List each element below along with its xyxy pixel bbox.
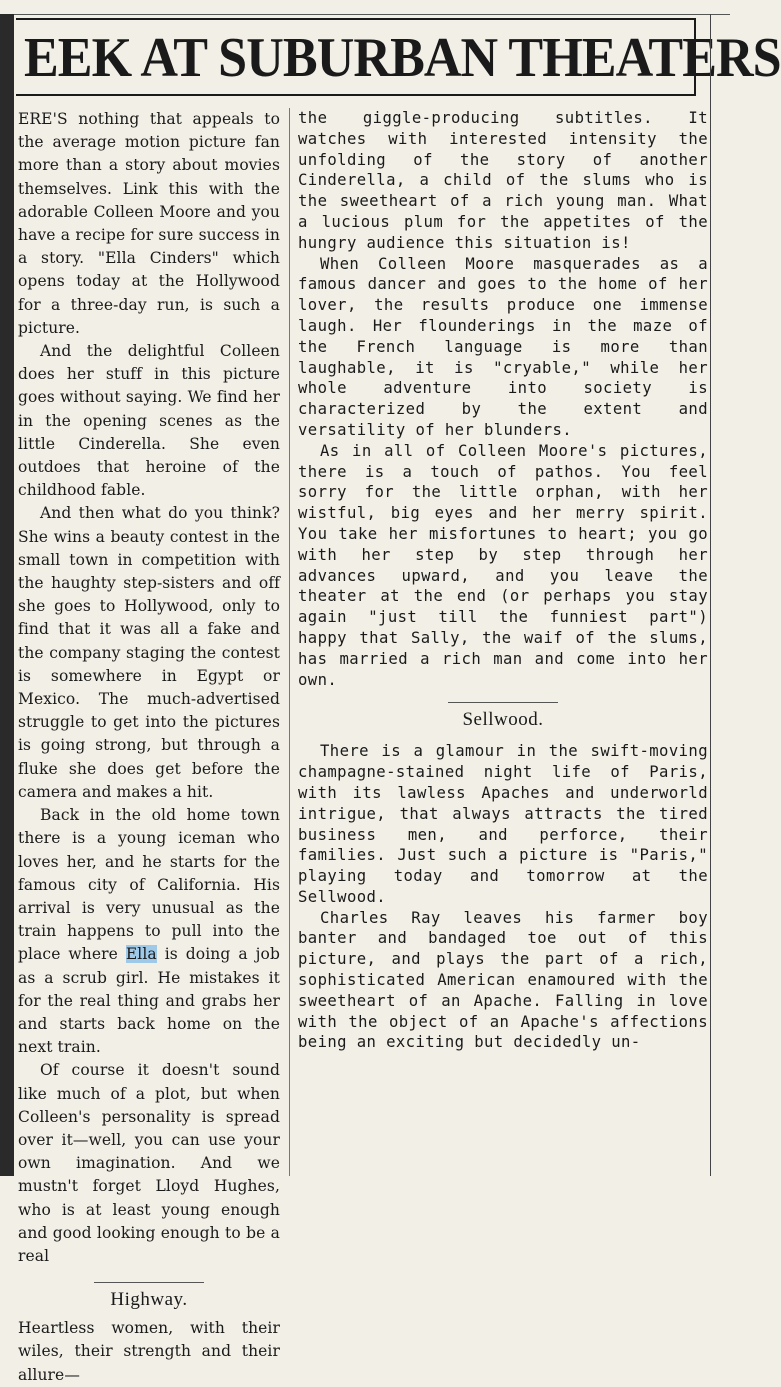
article-paragraph: Charles Ray leaves his farmer boy banter and bandaged toe out of this picture, and plays the part of a rich, sophisticated American enamoured with the sweetheart of an Apache. Falling in love with the object of an Apache's affections being an exciting but decidedly un- [298,908,708,1052]
article-paragraph: And the delightful Colleen does her stuff in this picture goes without saying. We find her in the opening scenes as the little Cinderella. She even outdoes that heroine of the childhood fable. [18,342,280,500]
section-heading-sellwood: Sellwood. [462,709,544,731]
article-paragraph: And then what do you think? She wins a beauty contest in the small town in competition with the haughty step-sisters and off she goes to Hollywood, only to find that it was all a fake and the company staging the contest is somewhere in Egypt or Mexico. The much-advertised struggle to get into the pictures is going strong, but through a fluke she does get before the camera and makes a hit. [18,504,280,801]
article-paragraph: ERE'S nothing that appeals to the average motion picture fan more than a story about movies themselves. Link this with the adorable Colleen Moore and you have a recipe for sure success in a story. "Ella Cinders" which opens today at the Hollywood for a three-day run, is such a picture. [18,110,280,337]
article-paragraph: When Colleen Moore masquerades as a famous dancer and goes to the home of her lover, the results produce one immense laugh. Her flounderings in the maze of the French language is more than laughable, it is "cryable," while her whole adventure into society is characterized by the extent and versatility of her blunders. [298,254,708,439]
section-rule [94,1282,204,1283]
article-paragraph: the giggle-producing subtitles. It watches with interested intensity the unfolding of the story of another Cinderella, a child of the slums who is the sweetheart of a rich young man. What a lucious plum for the appetites of the hungry audience this situation is! [298,109,708,252]
article-paragraph: Of course it doesn't sound like much of a plot, but when Colleen's personality is spread over it—well, you can use your own imagination. And we mustn't forget Lloyd Hughes, who is at least young enough and good looking enough to be a real [18,1061,280,1265]
column-divider [289,108,290,1176]
left-column [18,108,280,1384]
article-paragraph: Back in the old home town there is a young iceman who loves her, and he starts for the famous city of California. His arrival is very unusual as the train happens to pull into the place where Ella is doing a job as a scrub girl. He mistakes it for the real thing and grabs her and starts back home on the next train. [18,806,280,1057]
right-column [298,108,708,1176]
article-paragraph: As in all of Colleen Moore's pictures, there is a touch of pathos. You feel sorry for the little orphan, with her wistful, big eyes and her merry spirit. You take her misfortunes to heart; you go with her step by step through her advances upward, and you leave the theater at the end (or perhaps you stay again "just till the funniest part") happy that Sally, the waif of the slums, has married a rich man and come into her own. [298,441,708,689]
article-paragraph: There is a glamour in the swift-moving champagne-stained night life of Paris, with its lawless Apaches and underworld intrigue, that always attracts the tired business men, and perforce, their families. Just such a picture is "Paris," playing today and tomorrow at the Sellwood. [298,742,708,906]
section-heading-highway: Highway. [110,1289,188,1311]
headline-box [16,18,781,96]
top-rule [0,0,730,15]
highlighted-word: Ella [125,945,157,964]
page-edge-shadow [0,14,14,1176]
adjacent-column-fragment [710,14,731,1176]
section-rule [448,702,558,703]
article-paragraph: Heartless women, with their wiles, their strength and their allure— [18,1319,280,1384]
headline: EEK AT SUBURBAN THEATERS [24,27,781,89]
